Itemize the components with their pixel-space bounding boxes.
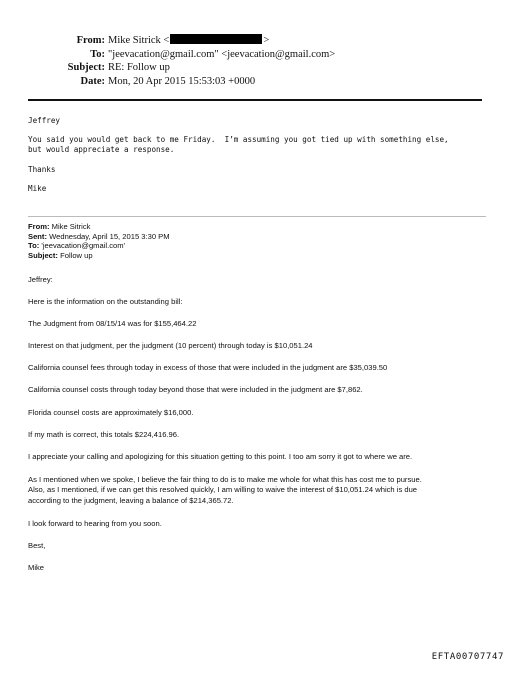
forwarded-header: [28, 222, 498, 260]
header-divider: [28, 99, 482, 101]
body-paragraph: Florida counsel costs are approximately $16,000.: [28, 408, 194, 417]
fwd-subject-label: Subject:: [28, 250, 58, 260]
reply-greeting: Jeffrey: [28, 116, 61, 125]
reply-signoff: Mike: [28, 184, 47, 193]
subject-value: RE: Follow up: [108, 62, 170, 74]
from-label: From:: [76, 35, 105, 46]
reply-thanks: Thanks: [28, 165, 56, 174]
fwd-from-label: From:: [28, 222, 50, 231]
from-end: >: [263, 35, 270, 46]
to-value: "jeevacation@gmail.com" <jeevacation@gmail.com>: [108, 48, 336, 60]
body-closing: Best,: [28, 541, 46, 550]
fwd-sent-value: Wednesday, April 15, 2015 3:30 PM: [49, 231, 170, 241]
fwd-subject-value: Follow up: [60, 250, 93, 260]
fwd-from-value: Mike Sitrick: [51, 222, 91, 231]
body-paragraph: Interest on that judgment, per the judgment (10 percent) through today is $10,051.24: [28, 341, 313, 350]
fwd-sent-label: Sent:: [28, 231, 47, 241]
body-signature: Mike: [28, 563, 45, 572]
reply-line-1: You said you would get back to me Friday. I’m assuming you got tied up with something else,: [28, 135, 449, 144]
date-label: Date:: [80, 75, 105, 87]
quote-divider: [28, 216, 486, 217]
body-paragraph: I look forward to hearing from you soon.: [28, 519, 162, 528]
body-paragraph: If my math is correct, this totals $224,416.96.: [28, 430, 180, 439]
email-header: [0, 34, 336, 88]
body-paragraph: California counsel costs through today beyond those that were included in the judgment are $7,862.: [28, 385, 363, 394]
body-paragraph: I appreciate your calling and apologizing for this situation getting to this point. I too am sorry it got to where we are.: [28, 452, 413, 461]
reply-line-2: but would appreciate a response.: [28, 145, 175, 154]
header-date-row: [0, 75, 300, 89]
fwd-to-label: To:: [28, 241, 40, 251]
body-paragraph: The Judgment from 08/15/14 was for $155,464.22: [28, 319, 197, 328]
header-to-row: [0, 48, 336, 62]
body-paragraph: California counsel fees through today in excess of those that were included in the judgment are $35,039.50: [28, 363, 388, 372]
to-label: To:: [90, 48, 105, 60]
body-paragraph: Here is the information on the outstanding bill:: [28, 297, 183, 306]
document-id: EFTA00707747: [431, 652, 504, 662]
body-paragraph: As I mentioned when we spoke, I believe the fair thing to do is to make me whole for what this has cost me to pursue. Also, as I mentioned, if we can get this resolved quickly, I am willing to waive the interest of $10,051.24 which is due according to the judgment, leaving a balance of $214,365.72.: [28, 475, 422, 505]
from-name: Mike Sitrick <: [108, 35, 170, 46]
fwd-to-value: 'jeevacation@gmail.com': [41, 241, 126, 251]
subject-label: Subject:: [67, 62, 105, 74]
body-greeting: Jeffrey:: [28, 275, 53, 284]
redaction-bar: [170, 34, 262, 44]
header-subject-row: [0, 61, 300, 75]
date-value: Mon, 20 Apr 2015 15:53:03 +0000: [108, 75, 256, 87]
header-from-row: [0, 34, 300, 48]
